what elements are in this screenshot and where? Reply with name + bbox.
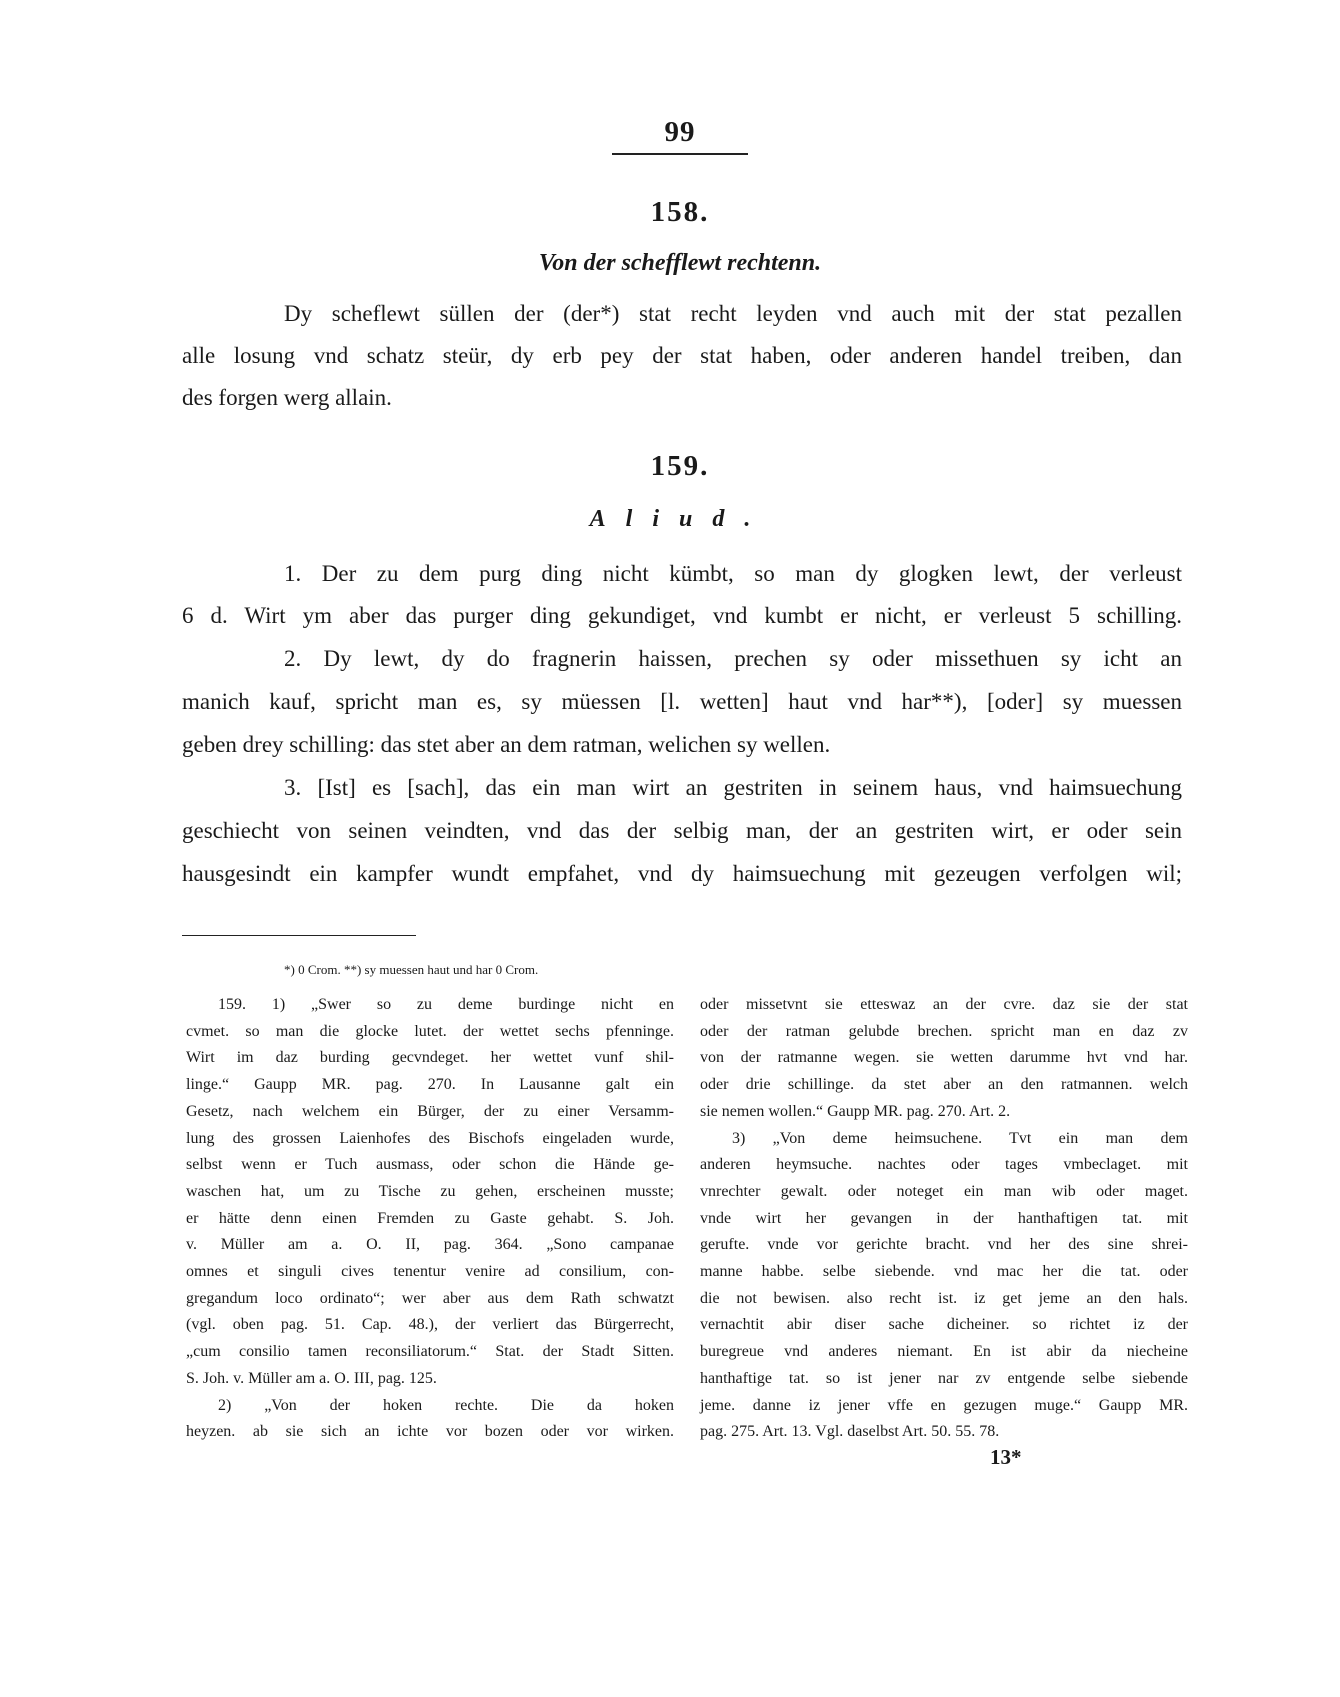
footnote-rule (182, 935, 416, 936)
text-line: 1. Der zu dem purg ding nicht kümbt, so man dy glogken lewt, der verleust (284, 561, 1182, 586)
note-line: manne habbe. selbe siebende. vnd mac her die tat. oder (700, 1263, 1188, 1281)
section-title: Aliud. (589, 506, 771, 532)
text-line: des forgen werg allain. (182, 385, 392, 410)
signature-mark: 13* (990, 1445, 1022, 1469)
note-line: selbst wenn er Tuch ausmass, oder schon die Hände ge- (186, 1156, 674, 1174)
text-line: 3. [Ist] es [sach], das ein man wirt an gestriten in seinem haus, vnd haimsuechung (284, 775, 1182, 800)
notes-left-column (186, 992, 674, 1446)
notes-right-column (700, 992, 1188, 1446)
note-line: hanthaftige tat. so ist jener nar zv entgende selbe siebende (700, 1369, 1188, 1387)
note-line: 159. 1) „Swer so zu deme burdinge nicht en (218, 996, 674, 1013)
note-line: vnrechter gewalt. oder noteget ein man wib oder maget. (700, 1182, 1188, 1200)
note-line: cvmet. so man die glocke lutet. der wettet sechs pfenninge. (186, 1022, 674, 1040)
note-line: Wirt im daz burding gecvndeget. her wettet vunf shil- (186, 1049, 674, 1067)
note-line: anderen heymsuche. nachtes oder tages vmbeclaget. mit (700, 1156, 1188, 1174)
note-line: oder drie schillinge. da stet aber an den ratmannen. welch (700, 1076, 1188, 1094)
note-line: pag. 275. Art. 13. Vgl. daselbst Art. 50. 55. 78. (700, 1423, 1000, 1441)
note-line: lung des grossen Laienhofes des Bischofs eingeladen wurde, (186, 1129, 674, 1147)
note-line: waschen hat, um zu Tische zu gehen, erscheinen musste; (186, 1182, 674, 1200)
text-line: hausgesindt ein kampfer wundt empfahet, vnd dy haimsuechung mit gezeugen verfolgen wil; (182, 861, 1182, 886)
note-line: heyzen. ab sie sich an ichte vor bozen oder vor wirken. (186, 1423, 674, 1441)
note-line: er hätte denn einen Fremden zu Gaste gehabt. S. Joh. (186, 1209, 674, 1227)
section-number: 158. (650, 196, 710, 228)
text-line: Dy scheflewt süllen der (der*) stat recht leyden vnd auch mit der stat pezallen (284, 301, 1182, 326)
note-line: linge.“ Gaupp MR. pag. 270. In Lausanne galt ein (186, 1076, 674, 1094)
note-line: sie nemen wollen.“ Gaupp MR. pag. 270. Art. 2. (700, 1102, 1011, 1120)
note-line: jeme. danne iz jener vffe en gezugen muge.“ Gaupp MR. (700, 1396, 1188, 1414)
note-line: vernachtit abir diser sache dicheiner. so richtet iz der (700, 1316, 1188, 1334)
text-line: manich kauf, spricht man es, sy müessen [l. wetten] haut vnd har**), [oder] sy muessen (182, 689, 1182, 714)
note-line: gerufte. vnde vor gerichte bracht. vnd her des sine shrei- (700, 1236, 1188, 1254)
note-line: 3) „Von deme heimsuchene. Tvt ein man dem (732, 1129, 1188, 1147)
page-number: 99 (664, 116, 696, 148)
note-line: v. Müller am a. O. II, pag. 364. „Sono campanae (186, 1236, 674, 1254)
note-line: gregandum loco ordinato“; wer aber aus dem Rath schwatzt (186, 1289, 674, 1307)
section-number: 159. (650, 450, 710, 482)
note-line: oder missetvnt sie etteswaz an der cvre. daz sie der stat (700, 996, 1188, 1013)
note-line: omnes et singuli cives tenentur venire ad consilium, con- (186, 1263, 674, 1281)
note-line: S. Joh. v. Müller am a. O. III, pag. 125. (186, 1369, 437, 1387)
footnote-marks: *) 0 Crom. **) sy muessen haut und har 0 Crom. (284, 962, 539, 977)
note-line: vnde wirt her gevangen in der hanthaftigen tat. mit (700, 1209, 1188, 1227)
note-line: (vgl. oben pag. 51. Cap. 48.), der verliert das Bürgerrecht, (186, 1316, 674, 1334)
text-line: 6 d. Wirt ym aber das purger ding gekundiget, vnd kumbt er nicht, er verleust 5 schilling. (182, 603, 1182, 628)
text-line: geschiecht von seinen veindten, vnd das der selbig man, der an gestriten wirt, er oder sein (182, 818, 1182, 843)
note-line: oder der ratman gelubde brechen. spricht man en daz zv (700, 1022, 1188, 1040)
text-line: geben drey schilling: das stet aber an dem ratman, welichen sy wellen. (182, 732, 831, 757)
note-line: von der ratmanne wegen. sie wetten darumme hvt vnd har. (700, 1049, 1188, 1067)
note-line: „cum consilio tamen reconsiliatorum.“ Stat. der Stadt Sitten. (186, 1343, 674, 1361)
note-line: Gesetz, nach welchem ein Bürger, der zu einer Versamm- (186, 1102, 674, 1120)
text-line: 2. Dy lewt, dy do fragnerin haissen, prechen sy oder missethuen sy icht an (284, 646, 1182, 671)
text-line: alle losung vnd schatz steür, dy erb pey der stat haben, oder anderen handel treiben, dan (182, 343, 1182, 368)
note-line: buregreue vnd anderes niemant. En ist abir da niecheine (700, 1343, 1188, 1361)
note-line: 2) „Von der hoken rechte. Die da hoken (218, 1396, 674, 1414)
note-line: die not bewisen. also recht ist. iz get jeme an den hals. (700, 1289, 1188, 1307)
section-title: Von der schefflewt rechtenn. (538, 250, 822, 276)
page-number-rule (612, 153, 748, 155)
